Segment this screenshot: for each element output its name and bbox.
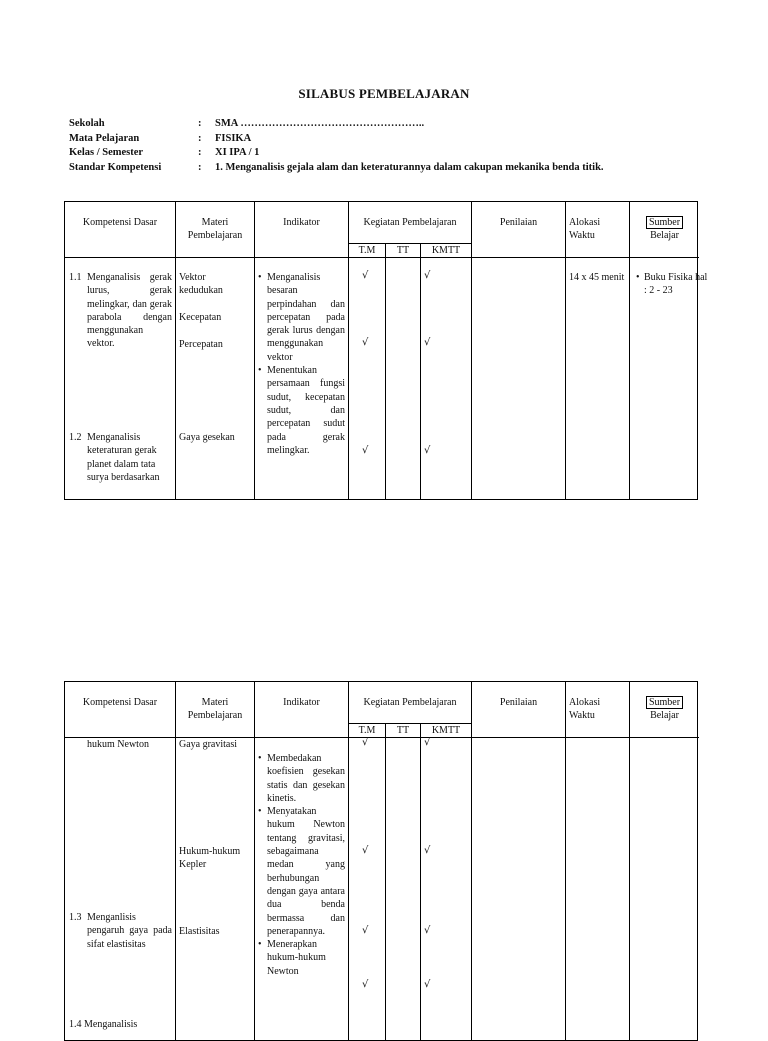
kd-item-partial: 1.4 Menganalisis [69, 1019, 138, 1030]
header-sumber [630, 216, 699, 243]
check-mark: √ [362, 337, 369, 348]
header-sumber-b: Belajar [650, 230, 679, 242]
meta-colon: : [198, 132, 202, 144]
page-title: SILABUS PEMBELAJARAN [298, 86, 470, 101]
check-mark: √ [424, 737, 431, 748]
meta-label: Standar Kompetensi [69, 161, 162, 173]
materi-item: Gaya gesekan [179, 432, 235, 443]
meta-label: Mata Pelajaran [69, 132, 140, 144]
meta-colon: : [198, 161, 202, 173]
header-indikator: Indikator [283, 697, 320, 708]
header-materi: Materi Pembelajaran [187, 697, 243, 722]
header-tm: T.M [358, 245, 376, 256]
header-kompetensi-dasar: Kompetensi Dasar [82, 217, 158, 228]
indikator-item: • Membedakan koefisien gesekan statis dan gesekan kinetis. [258, 752, 345, 805]
check-mark: √ [424, 979, 431, 990]
header-sumber-a: Sumber [646, 216, 683, 229]
kd-number: 1.2 [69, 432, 82, 443]
header-kmtt: KMTT [431, 725, 461, 736]
kd-item [69, 911, 172, 951]
kd-text: Menganalisis keteraturan gerak planet dalam tata surya berdasarkan [87, 432, 160, 483]
header-kegiatan: Kegiatan Pembelajaran [363, 697, 457, 708]
kd-item [69, 431, 172, 484]
materi-item: Kecepatan [179, 312, 222, 323]
materi-item: Percepatan [179, 339, 223, 350]
header-sumber-a: Sumber [646, 696, 683, 709]
header-sumber [630, 696, 699, 723]
check-mark: √ [362, 445, 369, 456]
meta-colon: : [198, 147, 202, 158]
meta-value: XI IPA / 1 [215, 147, 260, 158]
header-alokasi: Alokasi Waktu [569, 217, 601, 242]
indikator-list [258, 752, 345, 978]
meta-label: Sekolah [69, 118, 105, 129]
header-kompetensi-dasar: Kompetensi Dasar [82, 697, 158, 708]
check-mark: √ [424, 445, 431, 456]
check-mark: √ [362, 979, 369, 990]
indikator-item: • Menentukan persamaan fungsi sudut, kecepatan sudut, dan percepatan sudut pada gerak melingkar. [258, 364, 345, 457]
header-indikator: Indikator [283, 217, 320, 228]
kd-item [69, 271, 172, 351]
header-materi: Materi Pembelajaran [187, 217, 243, 242]
kd-continuation: hukum Newton [87, 739, 149, 750]
indikator-item: • Menerapkan hukum-hukum Newton [258, 938, 345, 978]
syllabus-table-2 [64, 681, 698, 1041]
indikator-item: • Menyatakan hukum Newton tentang gravitasi, sebagaimana medan yang berhubungan dengan gaya antara dua benda bermassa dan penerapannya. [258, 805, 345, 938]
materi-item: Vektor kedudukan [179, 272, 223, 297]
materi-item: Hukum-hukum Kepler [179, 846, 241, 871]
kd-number: 1.1 [69, 272, 82, 283]
kd-number: 1.3 [69, 912, 82, 923]
check-mark: √ [362, 737, 369, 748]
materi-item: Elastisitas [179, 926, 220, 937]
header-alokasi: Alokasi Waktu [569, 697, 601, 722]
indikator-item: • Menganalisis besaran perpindahan dan percepatan pada gerak lurus dengan menggunakan vektor [258, 271, 345, 364]
check-mark: √ [362, 270, 369, 281]
materi-item: Gaya gravitasi [179, 739, 238, 750]
check-mark: √ [424, 270, 431, 281]
header-kegiatan: Kegiatan Pembelajaran [363, 217, 457, 228]
kd-text: Menganlisis pengaruh gaya pada sifat elastisitas [87, 912, 172, 950]
meta-label: Kelas / Semester [69, 147, 144, 158]
header-tm: T.M [358, 725, 376, 736]
indikator-list [258, 271, 345, 457]
meta-value: 1. Menganalisis gejala alam dan keteraturannya dalam cakupan mekanika benda titik. [215, 161, 604, 173]
meta-colon: : [198, 118, 202, 129]
header-sumber-b: Belajar [650, 710, 679, 722]
header-tt: TT [396, 725, 410, 736]
check-mark: √ [424, 845, 431, 856]
meta-value: SMA …………………………………………….. [215, 118, 425, 129]
check-mark: √ [362, 845, 369, 856]
check-mark: √ [362, 925, 369, 936]
alokasi-waktu: 14 x 45 menit [569, 272, 625, 283]
syllabus-table-1 [64, 201, 708, 500]
check-mark: √ [424, 925, 431, 936]
header-penilaian: Penilaian [499, 697, 538, 708]
sumber-item: • Buku Fisika hal : 2 - 23 [636, 271, 710, 298]
header-kmtt: KMTT [431, 245, 461, 256]
header-penilaian: Penilaian [499, 217, 538, 228]
meta-value: FISIKA [215, 132, 252, 144]
check-mark: √ [424, 337, 431, 348]
header-tt: TT [396, 245, 410, 256]
kd-text: Menganalisis gerak lurus, gerak melingkar, dan gerak parabola dengan menggunakan vektor. [87, 272, 172, 350]
